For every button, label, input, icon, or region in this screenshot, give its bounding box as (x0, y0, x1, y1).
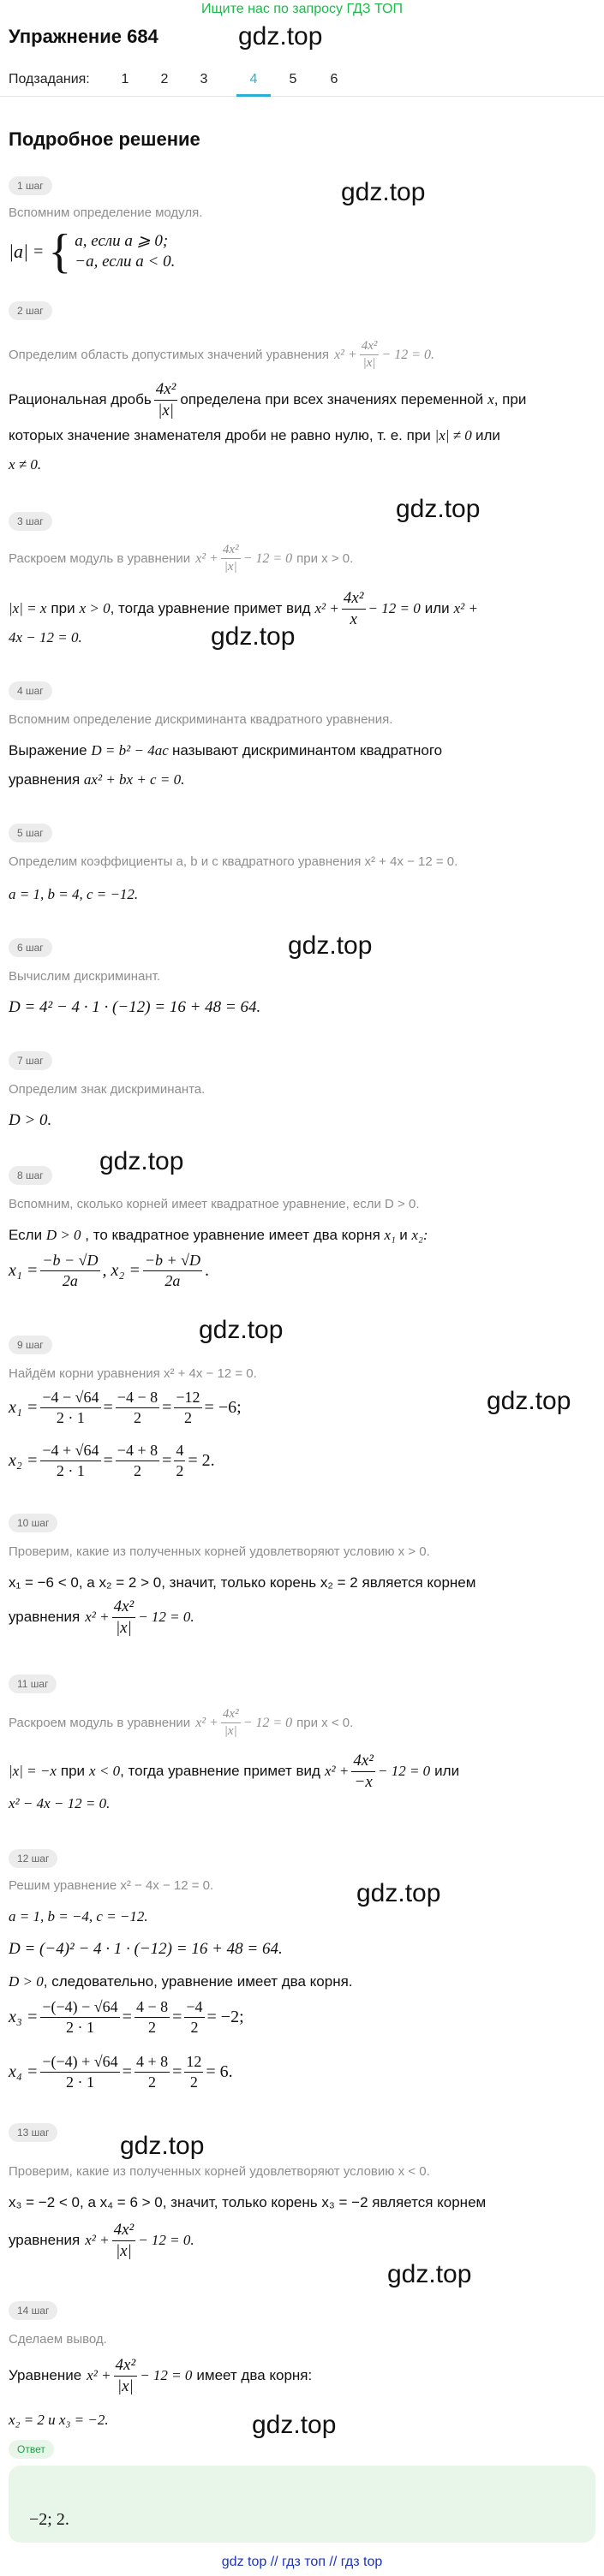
watermark: gdz.top (99, 1147, 184, 1175)
step-4-badge: 4 шаг (9, 681, 52, 700)
step-2-badge: 2 шаг (9, 301, 52, 320)
step-7-sign: D > 0. (9, 1111, 52, 1129)
tab-1[interactable]: 1 (121, 72, 129, 86)
step-13-text: Проверим, какие из полученных корней удовлетворяют условию x < 0. (9, 2164, 430, 2179)
step-10-line: x₁ = −6 < 0, а x₂ = 2 > 0, значит, только корень x₂ = 2 является корнем (9, 1574, 476, 1591)
tabs-divider (0, 96, 604, 97)
step-7-badge: 7 шаг (9, 1051, 52, 1070)
step-5-coefficients: a = 1, b = 4, c = −12. (9, 886, 139, 902)
step-8-badge: 8 шаг (9, 1166, 52, 1185)
abs-definition: |a| = { a, если a ⩾ 0; −a, если a < 0. (9, 225, 176, 278)
step-4-line: Выражение D = b² − 4ac называют дискриминантом квадратного (9, 742, 443, 759)
tab-3[interactable]: 3 (200, 72, 208, 86)
step-14-result: x₂ = 2 и x₃ = −2. (9, 2412, 109, 2428)
step-11-text: Раскроем модуль в уравнении x² + $\frac{\text{4x²}}{|x|}$ − 12 = 0 при x < 0. (9, 1707, 354, 1739)
step-10-line-2: уравнения x² + $\frac{\text{4x²}}{|x|}$ − 12 = 0. (9, 1597, 194, 1637)
step-12-discriminant: D = (−4)² − 4 · 1 · (−12) = 16 + 48 = 64. (9, 1940, 283, 1958)
footer-links[interactable]: gdz top // гдз топ // гдз top (221, 2555, 383, 2569)
step-7-text: Определим знак дискриминанта. (9, 1082, 206, 1097)
tab-5[interactable]: 5 (289, 72, 297, 86)
watermark: gdz.top (341, 178, 426, 206)
step-3-line: |x| = x при x > 0 , тогда уравнение примет вид x² + $\frac{\text{4x²}}{x}$ − 12 = 0 или x² + (9, 589, 478, 628)
step-5-text: Определим коэффициенты a, b и c квадратного уравнения x² + 4x − 12 = 0. (9, 854, 458, 869)
step-9-text: Найдём корни уравнения x² + 4x − 12 = 0. (9, 1366, 257, 1381)
step-6-badge: 6 шаг (9, 938, 52, 957)
step-3-text: Раскроем модуль в уравнении x² + $\frac{\text{4x²}}{|x|}$ − 12 = 0 при x > 0. (9, 543, 354, 574)
step-6-text: Вычислим дискриминант. (9, 969, 160, 984)
watermark: gdz.top (487, 1387, 571, 1415)
top-search-hint[interactable]: Ищите нас по запросу ГДЗ ТОП (201, 2, 403, 16)
step-3-result: 4x − 12 = 0. (9, 629, 82, 645)
root-x2: x₂ = $\frac{-4 + √64}{2 \cdot 1}$ = $\frac{-4 + 8}{2}$ = $\frac{4}{2}$ = 2. (9, 1442, 215, 1479)
exercise-title: Упражнение 684 (9, 26, 158, 47)
root-x4: x₄ = $\frac{-(-4) + √64}{2 \cdot 1}$ = $\frac{4 + 8}{2}$ = $\frac{12}{2}$ = 6. (9, 2053, 233, 2091)
step-6-discriminant: D = 4² − 4 · 1 · (−12) = 16 + 48 = 64. (9, 998, 261, 1016)
step-5-badge: 5 шаг (9, 824, 52, 842)
step-11-line: |x| = −x при x < 0 , тогда уравнение примет вид x² + $\frac{\text{4x²}}{-x}$ − 12 = 0 или (9, 1752, 460, 1791)
step-2-result: x ≠ 0. (9, 456, 42, 473)
subtasks-label: Подзадания: (9, 72, 90, 86)
watermark: gdz.top (288, 931, 373, 960)
step-10-text: Проверим, какие из полученных корней удовлетворяют условию x > 0. (9, 1544, 430, 1559)
roots-formula: x₁ = $\frac{-b - √D}{2a}$ , x₂ = $\frac{-b + √D}{2a}$ . (9, 1252, 209, 1289)
watermark: gdz.top (238, 22, 323, 51)
watermark: gdz.top (356, 1879, 441, 1907)
step-2-fraction-line: Рациональная дробь $\frac{\text{4x²}}{|x|}$ определена при всех значениях переменной x , при (9, 380, 527, 419)
step-14-text: Сделаем вывод. (9, 2332, 107, 2347)
step-10-badge: 10 шаг (9, 1514, 57, 1532)
step-12-coefficients: a = 1, b = −4, c = −12. (9, 1908, 148, 1925)
step-4-text: Вспомним определение дискриминанта квадратного уравнения. (9, 712, 393, 727)
step-13-line: x₃ = −2 < 0, а x₄ = 6 > 0, значит, только корень x₃ = −2 является корнем (9, 2194, 487, 2210)
step-2-text: Определим область допустимых значений уравнения x² + $\frac{\text{4x²}}{|x|}$ − 12 = 0. (9, 339, 435, 371)
case-2: −a, если a < 0. (75, 253, 176, 271)
step-11-badge: 11 шаг (9, 1675, 57, 1693)
step-4-line-2: уравнения ax² + bx + c = 0. (9, 771, 185, 788)
step-12-sign: D > 0, следовательно, уравнение имеет два корня. (9, 1973, 353, 1990)
case-1: a, если a ⩾ 0; (75, 232, 169, 250)
step-13-line-2: уравнения x² + $\frac{\text{4x²}}{|x|}$ − 12 = 0. (9, 2221, 194, 2260)
root-x3: x₃ = $\frac{-(-4) - √64}{2 \cdot 1}$ = $\frac{4 - 8}{2}$ = $\frac{-4}{2}$ = −2; (9, 1998, 244, 2036)
answer-badge: Ответ (9, 2440, 54, 2459)
step-3-badge: 3 шаг (9, 512, 52, 531)
root-x1: x₁ = $\frac{-4 - √64}{2 \cdot 1}$ = $\frac{-4 - 8}{2}$ = $\frac{-12}{2}$ = −6; (9, 1389, 242, 1426)
step-1-badge: 1 шаг (9, 176, 52, 195)
step-9-badge: 9 шаг (9, 1336, 52, 1354)
answer-box (9, 2466, 595, 2543)
step-11-result: x² − 4x − 12 = 0. (9, 1795, 111, 1812)
step-2-condition: которых значение знаменателя дроби не равно нулю, т. е. при |x| ≠ 0 или (9, 427, 500, 443)
step-13-badge: 13 шаг (9, 2123, 57, 2142)
step-1-text: Вспомним определение модуля. (9, 205, 203, 220)
active-tab-indicator (236, 94, 271, 97)
tab-2[interactable]: 2 (160, 72, 169, 86)
watermark: gdz.top (211, 622, 296, 651)
watermark: gdz.top (252, 2411, 337, 2439)
section-title: Подробное решение (9, 128, 200, 150)
watermark: gdz.top (387, 2260, 472, 2288)
tab-6[interactable]: 6 (330, 72, 338, 86)
step-8-text: Вспомним, сколько корней имеет квадратное уравнение, если D > 0. (9, 1197, 420, 1211)
step-12-badge: 12 шаг (9, 1849, 57, 1868)
step-8-line: Если D > 0 , то квадратное уравнение имеет два корня x₁ и x₂: (9, 1227, 428, 1243)
answer-value: −2; 2. (29, 2510, 69, 2529)
step-14-badge: 14 шаг (9, 2301, 57, 2320)
watermark: gdz.top (396, 495, 481, 523)
watermark: gdz.top (199, 1316, 284, 1344)
watermark: gdz.top (120, 2132, 205, 2160)
step-12-text: Решим уравнение x² − 4x − 12 = 0. (9, 1878, 214, 1893)
step-14-line: Уравнение x² + $\frac{\text{4x²}}{|x|}$ − 12 = 0 имеет два корня: (9, 2356, 313, 2395)
tab-4-active[interactable]: 4 (249, 72, 258, 86)
